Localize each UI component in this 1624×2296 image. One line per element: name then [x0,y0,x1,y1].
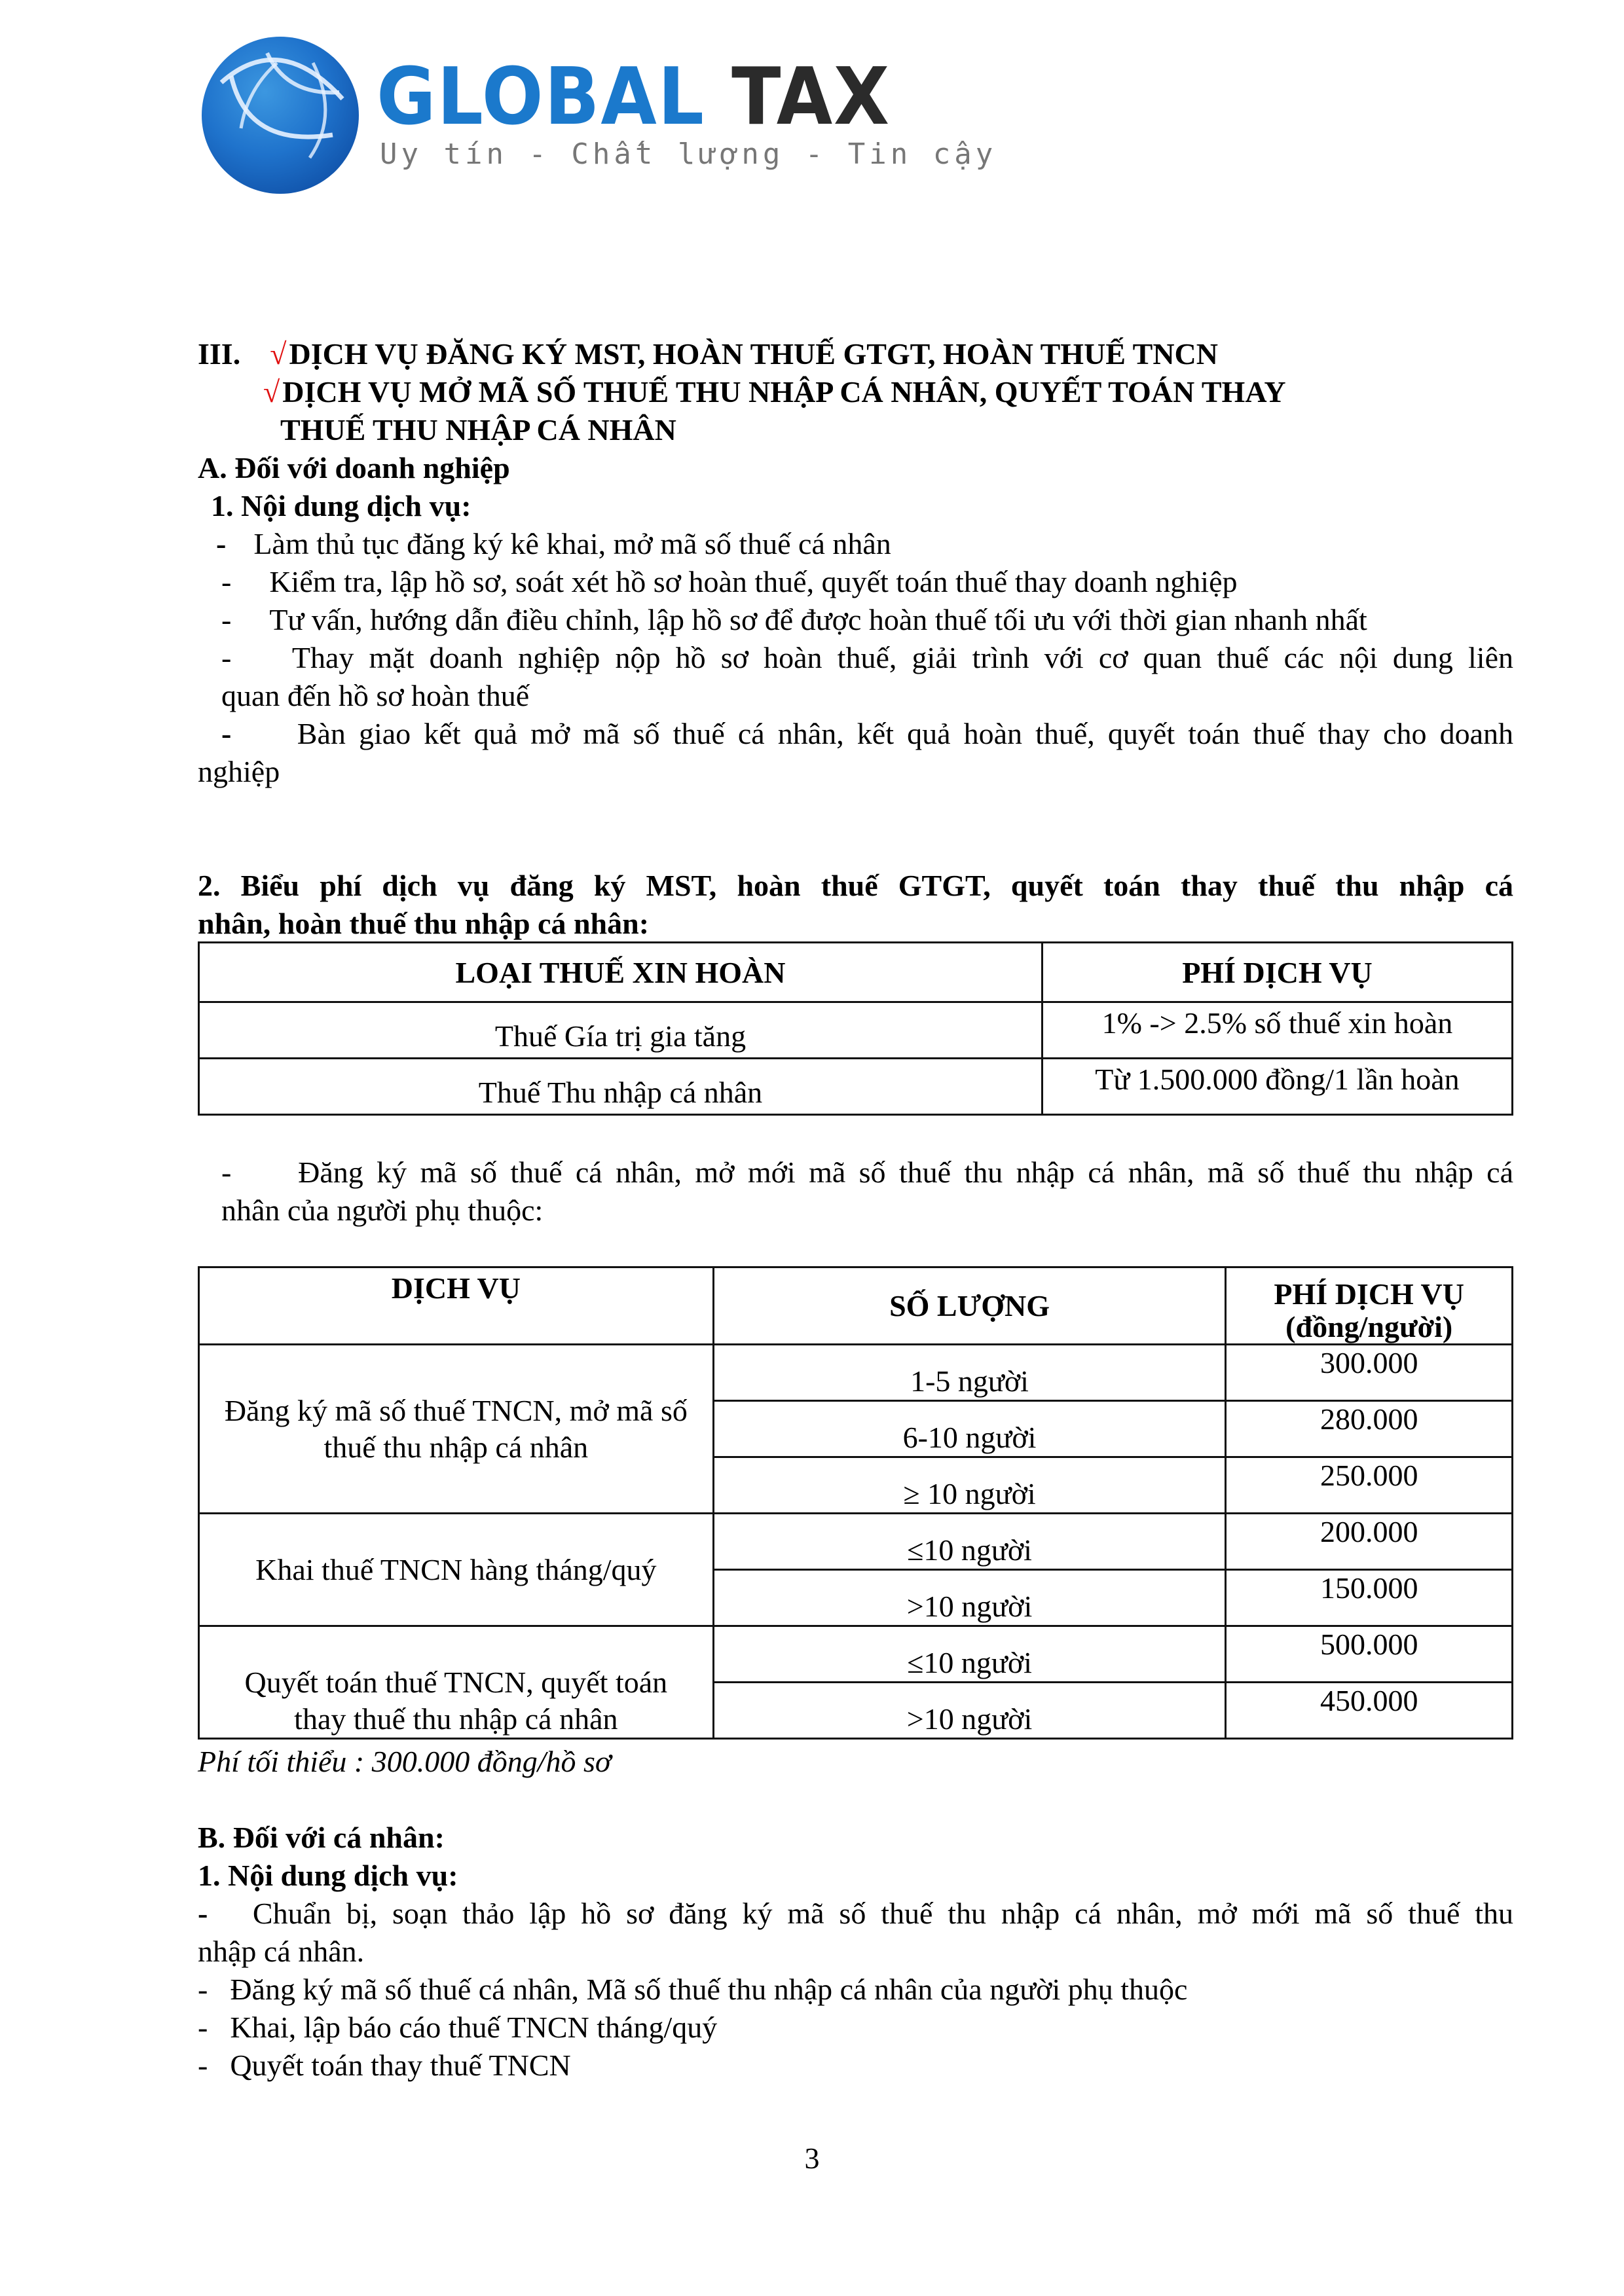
fee-cell: 150.000 [1226,1570,1513,1626]
part-b-heading: B. Đối với cá nhân: [198,1821,445,1854]
bullet-dash-icon: - [198,1897,208,1930]
bullet-list-item: - Bàn giao kết quả mở mã số thuế cá nhân, kết quả hoàn thuế, quyết toán thuế thay cho doanh [221,717,1513,750]
section-title-line1 [198,335,1218,373]
table-row [199,1345,1513,1401]
table-header-cell: PHÍ DỊCH VỤ (đồng/người) [1226,1267,1513,1345]
bullet-list-item: - Quyết toán thay thuế TNCN [198,2049,571,2082]
section-title-line2 [263,373,1286,411]
table-header-row [199,943,1513,1002]
bullet-list-item-continuation: nhập cá nhân. [198,1935,365,1968]
bullet-list-item: - Làm thủ tục đăng ký kê khai, mở mã số thuế cá nhân [216,527,891,560]
service-fee-table [198,1266,1513,1740]
section-title-text-1: DỊCH VỤ ĐĂNG KÝ MST, HOÀN THUẾ GTGT, HOÀN THUẾ TNCN [289,337,1218,371]
globe-icon [202,37,359,194]
bullet-dash-icon: - [198,2049,208,2082]
bullet-list-item: - Khai, lập báo cáo thuế TNCN tháng/quý [198,2011,718,2044]
tax-type-cell: Thuế Thu nhập cá nhân [199,1059,1043,1115]
logo-tagline: Uy tín - Chất lượng - Tin cậy [380,137,997,171]
bullet-dash-icon: - [198,1973,208,2006]
logo-name-tax: TAX [731,52,891,143]
bullet-list-item-continuation: quan đến hồ sơ hoàn thuế [221,679,530,712]
fee-cell: 450.000 [1226,1683,1513,1739]
fee-cell: 500.000 [1226,1626,1513,1683]
bullet-list-item: - Đăng ký mã số thuế cá nhân, Mã số thuế thu nhập cá nhân của người phụ thuộc [198,1973,1188,2006]
service-cell: Đăng ký mã số thuế TNCN, mở mã số thuế thu nhập cá nhân [199,1345,714,1514]
page-number: 3 [804,2141,820,2175]
fee-cell: 280.000 [1226,1401,1513,1457]
bullet-dash-icon: - [216,527,227,560]
quantity-cell: ≥ 10 người [713,1457,1226,1514]
section-title-text-2: DỊCH VỤ MỞ MÃ SỐ THUẾ THU NHẬP CÁ NHÂN, QUYẾT TOÁN THAY [282,375,1286,409]
bullet-list-item: - Thay mặt doanh nghiệp nộp hồ sơ hoàn thuế, giải trình với cơ quan thuế các nội dung liên [221,641,1513,674]
part-a-heading: A. Đối với doanh nghiệp [198,451,510,484]
bullet-dash-icon: - [221,1156,232,1189]
part-a-subheading-2-line1: 2. Biểu phí dịch vụ đăng ký MST, hoàn thuế GTGT, quyết toán thay thuế thu nhập cá [198,869,1513,902]
logo-name-global: GLOBAL [377,52,705,143]
fee-cell: 300.000 [1226,1345,1513,1401]
quantity-cell: >10 người [713,1570,1226,1626]
table-header-cell: PHÍ DỊCH VỤ [1042,943,1512,1002]
bullet-dash-icon: - [221,641,232,674]
refund-fee-table [198,941,1513,1116]
part-b-subheading-1: 1. Nội dung dịch vụ: [198,1859,458,1892]
tax-type-cell: Thuế Gía trị gia tăng [199,1002,1043,1059]
checkmark-icon: √ [263,375,280,409]
part-a-subheading-2-line2: nhân, hoàn thuế thu nhập cá nhân: [198,907,650,940]
quantity-cell: ≤10 người [713,1626,1226,1683]
fee-cell: 200.000 [1226,1514,1513,1570]
bullet-dash-icon: - [221,717,232,750]
quantity-cell: 6-10 người [713,1401,1226,1457]
quantity-cell: ≤10 người [713,1514,1226,1570]
checkmark-icon: √ [270,337,287,371]
bullet-dash-icon: - [221,603,232,636]
quantity-cell: 1-5 người [713,1345,1226,1401]
bullet-list-item: - Chuẩn bị, soạn thảo lập hồ sơ đăng ký mã số thuế thu nhập cá nhân, mở mới mã số thuế thu [198,1897,1513,1930]
minimum-fee-note: Phí tối thiểu : 300.000 đồng/hồ sơ [198,1745,612,1778]
registration-note-line1: - Đăng ký mã số thuế cá nhân, mở mới mã số thuế thu nhập cá nhân, mã số thuế thu nhập cá [221,1156,1513,1189]
table-row [199,1514,1513,1570]
table-row [199,1002,1513,1059]
table-header-row [199,1267,1513,1345]
logo-wordmark [377,52,891,143]
bullet-list-item: - Kiểm tra, lập hồ sơ, soát xét hồ sơ hoàn thuế, quyết toán thuế thay doanh nghiệp [221,565,1238,598]
table-row [199,1059,1513,1115]
fee-cell: 250.000 [1226,1457,1513,1514]
bullet-dash-icon: - [221,565,232,598]
bullet-list-item-continuation: nghiệp [198,755,280,788]
table-header-cell: SỐ LƯỢNG [713,1267,1226,1345]
fee-cell: Từ 1.500.000 đồng/1 lần hoàn [1042,1059,1512,1115]
bullet-list-item: - Tư vấn, hướng dẫn điều chỉnh, lập hồ sơ để được hoàn thuế tối ưu với thời gian nhanh nhất [221,603,1367,636]
service-cell: Quyết toán thuế TNCN, quyết toán thay thuế thu nhập cá nhân [199,1626,714,1739]
bullet-dash-icon: - [198,2011,208,2044]
table-header-cell: DỊCH VỤ [199,1267,714,1345]
section-title-line3: THUẾ THU NHẬP CÁ NHÂN [280,413,676,446]
service-cell: Khai thuế TNCN hàng tháng/quý [199,1514,714,1626]
fee-cell: 1% -> 2.5% số thuế xin hoàn [1042,1002,1512,1059]
registration-note-line2: nhân của người phụ thuộc: [221,1194,544,1227]
part-a-subheading-1: 1. Nội dung dịch vụ: [211,489,471,522]
table-header-cell: LOẠI THUẾ XIN HOÀN [199,943,1043,1002]
section-number: III. [198,337,241,371]
table-row [199,1626,1513,1683]
quantity-cell: >10 người [713,1683,1226,1739]
